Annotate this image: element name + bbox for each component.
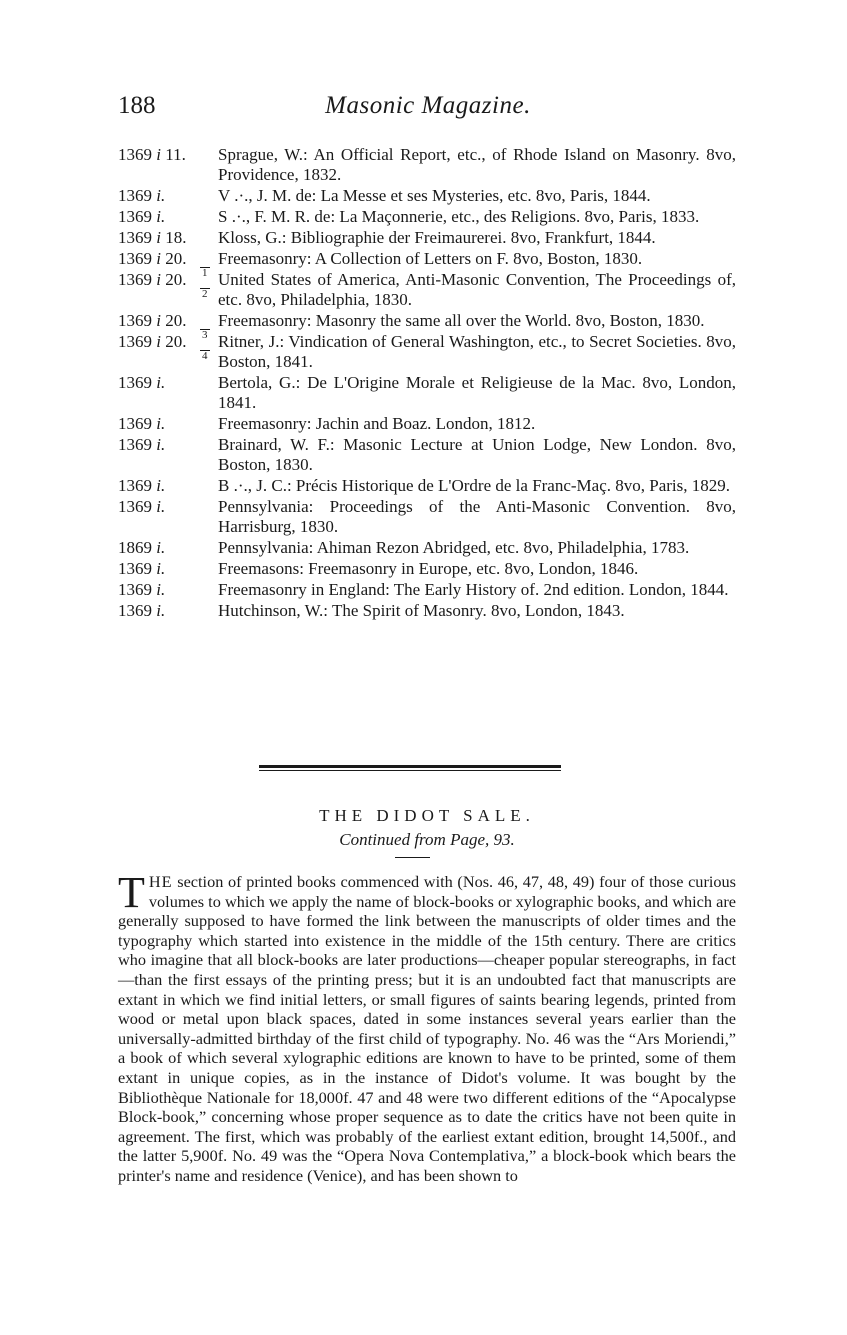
- entry-description: Kloss, G.: Bibliographie der Freimaurerei. 8vo, Frankfurt, 1844.: [218, 228, 656, 247]
- entry-reference: [118, 580, 216, 600]
- bibliography-entry: [118, 249, 736, 279]
- entry-number: 1369: [118, 270, 152, 289]
- bibliography-entry: [118, 145, 736, 185]
- opening-word: HE: [148, 872, 173, 891]
- entry-reference: [118, 414, 216, 434]
- entry-description: Freemasonry: Masonry the same all over the World. 8vo, Boston, 1830.: [218, 311, 705, 330]
- entry-reference: [118, 497, 216, 517]
- entry-mark: i.: [156, 414, 166, 433]
- entry-number: 1369: [118, 414, 152, 433]
- entry-mark: i: [156, 145, 161, 164]
- entry-reference: [118, 332, 216, 362]
- entry-number: 1369: [118, 559, 152, 578]
- entry-reference: [118, 538, 216, 558]
- entry-number: 1369: [118, 145, 152, 164]
- entry-description: Freemasons: Freemasonry in Europe, etc. 8vo, London, 1846.: [218, 559, 639, 578]
- entry-description: Freemasonry in England: The Early History of. 2nd edition. London, 1844.: [218, 580, 729, 599]
- entry-description: S .·., F. M. R. de: La Maçonnerie, etc., des Religions. 8vo, Paris, 1833.: [218, 207, 700, 226]
- entry-description: V .·., J. M. de: La Messe et ses Mysteries, etc. 8vo, Paris, 1844.: [218, 186, 651, 205]
- entry-reference: [118, 186, 216, 206]
- entry-suffix: 20.: [165, 270, 187, 289]
- entry-number: 1369: [118, 435, 152, 454]
- bibliography-entry: [118, 186, 736, 206]
- entry-number: 1869: [118, 538, 152, 557]
- entry-description: Sprague, W.: An Official Report, etc., of Rhode Island on Masonry. 8vo, Providence, 1832.: [218, 145, 736, 184]
- entry-reference: [118, 311, 216, 341]
- entry-suffix: 20.: [165, 332, 187, 351]
- bibliography-entry: [118, 435, 736, 475]
- entry-mark: i.: [156, 497, 166, 516]
- entry-subnumber: 1: [202, 267, 208, 279]
- entry-reference: [118, 559, 216, 579]
- entry-description: Freemasonry: Jachin and Boaz. London, 1812.: [218, 414, 536, 433]
- entry-mark: i: [156, 311, 161, 330]
- entry-reference: [118, 228, 216, 248]
- entry-mark: i.: [156, 186, 166, 205]
- running-title: Masonic Magazine.: [325, 92, 531, 119]
- bibliography-entry: [118, 601, 736, 621]
- entry-description: Ritner, J.: Vindication of General Washington, etc., to Secret Societies. 8vo, Boston, 1841.: [218, 332, 736, 371]
- entry-number: 1369: [118, 497, 152, 516]
- entry-reference: [118, 601, 216, 621]
- entry-mark: i.: [156, 373, 166, 392]
- entry-number: 1369: [118, 228, 152, 247]
- bibliography-entry: [118, 538, 736, 558]
- section-title: THE DIDOT SALE.: [319, 806, 535, 825]
- entry-number: 1369: [118, 311, 152, 330]
- entry-description: United States of America, Anti-Masonic Convention, The Proceedings of, etc. 8vo, Philadelphia, 1830.: [218, 270, 736, 309]
- page-header: [118, 92, 738, 124]
- entry-subnumber: 4: [202, 350, 208, 362]
- bibliography-list: [118, 145, 736, 622]
- entry-reference: [118, 207, 216, 227]
- entry-description: Brainard, W. F.: Masonic Lecture at Union Lodge, New London. 8vo, Boston, 1830.: [218, 435, 736, 474]
- entry-description: B .·., J. C.: Précis Historique de L'Ordre de la Franc-Maç. 8vo, Paris, 1829.: [218, 476, 731, 495]
- bibliography-entry: [118, 207, 736, 227]
- entry-number: 1369: [118, 476, 152, 495]
- section-divider: [259, 765, 561, 771]
- entry-description: Bertola, G.: De L'Origine Morale et Religieuse de la Mac. 8vo, London, 1841.: [218, 373, 736, 412]
- entry-number: 1369: [118, 249, 152, 268]
- divider-thin-rule: [259, 770, 561, 771]
- entry-reference: [118, 249, 216, 279]
- entry-reference: [118, 476, 216, 496]
- entry-reference: [118, 373, 216, 393]
- entry-suffix: 20.: [165, 249, 187, 268]
- entry-number: 1369: [118, 207, 152, 226]
- entry-description: Pennsylvania: Ahiman Rezon Abridged, etc. 8vo, Philadelphia, 1783.: [218, 538, 690, 557]
- entry-number: 1369: [118, 332, 152, 351]
- entry-mark: i.: [156, 476, 166, 495]
- entry-number: 1369: [118, 601, 152, 620]
- section-subtitle: Continued from Page, 93.: [339, 830, 515, 849]
- article-text: section of printed books commenced with (Nos. 46, 47, 48, 49) four of those curious volumes to which we apply the name of block-books or xylographic books, and which are generally supposed to have formed the link between the manuscripts of older times and the typography which started into existence in the middle of the 15th century. There are critics who imagine that all block-books are later productions—cheaper popular stereographs, in fact—than the first essays of the printing press; but it is an undoubted fact that manuscripts are extant in which we find initial letters, or small figures of saints bearing legends, printed from wood or metal upon black spaces, dated in some instances several years earlier than the universally-admitted birthday of the first child of typography. No. 46 was the “Ars Moriendi,” a book of which several xylographic editions are known to have to be printed, some of them extant in unique copies, as in the instance of Didot's volume. It was bought by the Bibliothèque Nationale for 18,000f. 47 and 48 were two different editions of the “Apocalypse Block-book,” concerning whose proper sequence as to date the critics have not been quite in agreement. The first, which was probably of the earliest extant edition, brought 14,500f., and the latter 5,900f. No. 49 was the “Opera Nova Contemplativa,” a block-book which bears the printer's name and residence (Venice), and has been shown to: [118, 872, 737, 1185]
- bibliography-entry: [118, 476, 736, 496]
- entry-mark: i.: [156, 601, 166, 620]
- entry-description: Freemasonry: A Collection of Letters on F. 8vo, Boston, 1830.: [218, 249, 643, 268]
- entry-mark: i.: [156, 207, 166, 226]
- bibliography-entry: [118, 497, 736, 537]
- bibliography-entry: [118, 580, 736, 600]
- article-body: [118, 868, 737, 1186]
- entry-suffix: 18.: [165, 228, 187, 247]
- entry-description: Hutchinson, W.: The Spirit of Masonry. 8vo, London, 1843.: [218, 601, 625, 620]
- entry-subnumber: 2: [202, 288, 208, 300]
- divider-thick-rule: [259, 765, 561, 768]
- entry-mark: i: [156, 270, 161, 289]
- entry-reference: [118, 145, 216, 165]
- entry-number: 1369: [118, 580, 152, 599]
- drop-cap: T: [118, 868, 145, 917]
- bibliography-entry: [118, 559, 736, 579]
- entry-reference: [118, 270, 216, 300]
- entry-number: 1369: [118, 373, 152, 392]
- entry-suffix: 11.: [165, 145, 186, 164]
- entry-mark: i: [156, 228, 161, 247]
- bibliography-entry: [118, 228, 736, 248]
- bibliography-entry: [118, 414, 736, 434]
- page-number: 188: [118, 92, 156, 119]
- entry-mark: i: [156, 249, 161, 268]
- entry-mark: i.: [156, 435, 166, 454]
- bibliography-entry: [118, 311, 736, 341]
- entry-subnumber: 3: [202, 329, 208, 341]
- entry-mark: i.: [156, 580, 166, 599]
- bibliography-entry: [118, 270, 736, 310]
- entry-mark: i.: [156, 538, 166, 557]
- entry-reference: [118, 435, 216, 455]
- short-rule: [395, 857, 430, 858]
- entry-mark: i.: [156, 559, 166, 578]
- entry-mark: i: [156, 332, 161, 351]
- bibliography-entry: [118, 373, 736, 413]
- entry-number: 1369: [118, 186, 152, 205]
- bibliography-entry: [118, 332, 736, 372]
- entry-suffix: 20.: [165, 311, 187, 330]
- entry-description: Pennsylvania: Proceedings of the Anti-Masonic Convention. 8vo, Harrisburg, 1830.: [218, 497, 736, 536]
